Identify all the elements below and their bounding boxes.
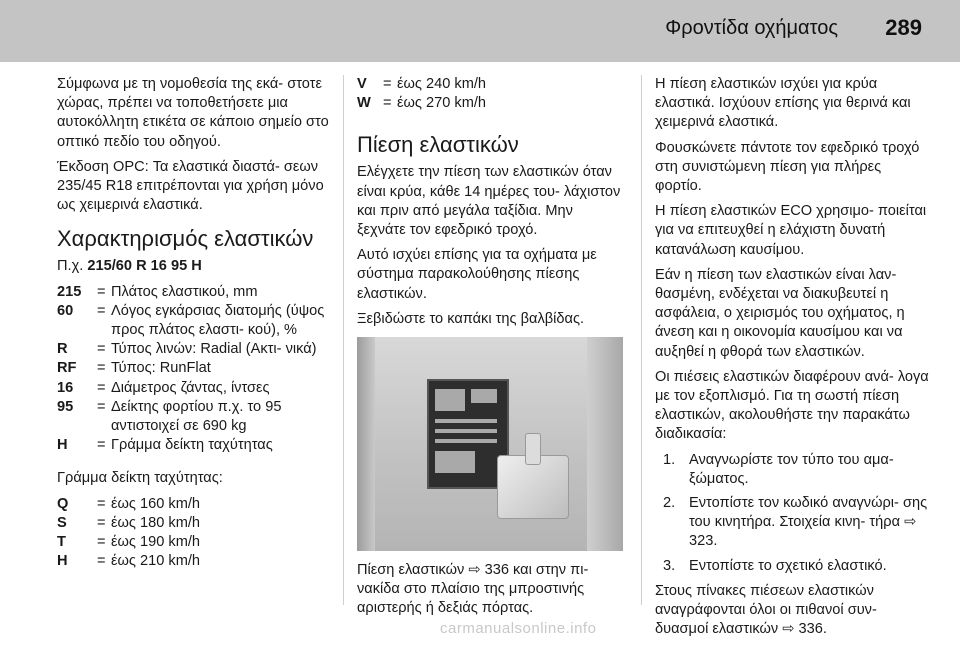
speed-equals: = xyxy=(97,553,106,570)
definition-key: R xyxy=(57,341,68,358)
example-label: Π.χ. xyxy=(57,258,84,275)
speed-row xyxy=(357,75,625,94)
speed-row xyxy=(357,94,625,113)
definition-row xyxy=(57,302,329,340)
definition-value: Τύπος λινών: Radial (Ακτι- νικά) xyxy=(111,341,317,358)
speed-value: έως 240 km/h xyxy=(397,76,487,92)
watermark: carmanualsonline.info xyxy=(440,620,597,637)
hinge-pin-shape xyxy=(525,433,541,465)
speed-row xyxy=(57,533,329,552)
tire-pressure-heading: Πίεση ελαστικών xyxy=(357,132,519,158)
intro-paragraph-1: Σύμφωνα με τη νομοθεσία της εκά- στοτε χώρας, πρέπει να τοποθετήσετε μια αυτοκόλλητη ετικέτα σε κάποιο σημείο στο οπτικό πεδίο του οδηγού. xyxy=(57,76,329,150)
speed-row xyxy=(57,514,329,533)
speed-index-list xyxy=(57,495,329,572)
column-left xyxy=(57,75,329,579)
speed-key: Q xyxy=(57,495,69,512)
page-number: 289 xyxy=(885,15,922,40)
speed-value: έως 190 km/h xyxy=(111,534,201,551)
column-right xyxy=(655,75,930,645)
definition-key: 215 xyxy=(57,283,82,300)
speed-key: H xyxy=(57,553,68,570)
step-text: Αναγνωρίστε τον τύπο του αμα- ξώματος. xyxy=(689,451,894,487)
definition-equals: = xyxy=(97,360,106,377)
speed-value: έως 210 km/h xyxy=(111,553,201,570)
definition-key: 16 xyxy=(57,379,74,396)
definition-equals: = xyxy=(97,283,106,300)
speed-key: W xyxy=(357,95,371,112)
right-paragraph-1: Η πίεση ελαστικών ισχύει για κρύα ελαστικά. Ισχύουν επίσης για θερινά και χειμερινά ελαστικά. xyxy=(655,76,911,131)
column-middle xyxy=(357,75,625,625)
step-text: Εντοπίστε το σχετικό ελαστικό. xyxy=(689,557,887,574)
speed-equals: = xyxy=(97,514,106,531)
definition-row xyxy=(57,436,329,455)
procedure-step xyxy=(655,451,930,489)
speed-row xyxy=(57,552,329,571)
definition-value: Δείκτης φορτίου π.χ. το 95 αντιστοιχεί σε 690 kg xyxy=(111,398,282,435)
door-edge-shape xyxy=(357,337,375,551)
page-header xyxy=(0,0,960,62)
column-divider xyxy=(641,75,642,605)
speed-equals: = xyxy=(97,495,106,512)
definition-equals: = xyxy=(97,398,106,415)
intro-paragraph-2: Έκδοση OPC: Τα ελαστικά διαστά- σεων 235/45 R18 επιτρέπονται για χρήση μόνο ως χειμερινά ελαστικά. xyxy=(57,158,324,214)
pressure-paragraph-2: Αυτό ισχύει επίσης για τα οχήματα με σύστημα παρακολούθησης πίεσης ελαστικών. xyxy=(357,247,597,302)
procedure-step xyxy=(655,557,930,576)
definition-key: RF xyxy=(57,360,77,377)
right-paragraph-2: Φουσκώνετε πάντοτε τον εφεδρικό τροχό στη συνιστώμενη πίεση για πλήρες φορτίο. xyxy=(655,139,920,195)
procedure-step xyxy=(655,494,930,552)
definition-row xyxy=(57,379,329,398)
right-paragraph-4: Εάν η πίεση των ελαστικών είναι λαν- θασμένη, ενδέχεται να διακυβευτεί η ασφάλεια, ο χειρισμός του οχήματος, η άνεση και η οικονομία καυσίμου και να αυξηθεί η φθορά των ελαστικών. xyxy=(655,266,905,360)
definition-value: Πλάτος ελαστικού, mm xyxy=(111,283,258,300)
speed-row xyxy=(57,495,329,514)
definition-key: 60 xyxy=(57,302,74,319)
door-seal-shape xyxy=(587,337,623,551)
step-text: Εντοπίστε τον κωδικό αναγνώρι- σης του κινητήρα. Στοιχεία κινη- τήρα ⇨ 323. xyxy=(689,495,928,550)
speed-value: έως 180 km/h xyxy=(111,514,201,531)
step-number: 3. xyxy=(663,557,676,574)
speed-equals: = xyxy=(97,534,106,551)
speed-value: έως 160 km/h xyxy=(111,495,201,512)
speed-key: T xyxy=(57,534,66,551)
definition-row xyxy=(57,340,329,359)
definition-value: Γράμμα δείκτη ταχύτητας xyxy=(111,437,273,454)
definition-key: 95 xyxy=(57,398,74,415)
right-paragraph-6: Στους πίνακες πιέσεων ελαστικών αναγράφονται όλοι οι πιθανοί συν- δυασμοί ελαστικών ⇨ 336. xyxy=(655,582,877,638)
step-number: 1. xyxy=(663,451,676,468)
definition-equals: = xyxy=(97,341,106,358)
pressure-paragraph-3: Ξεβιδώστε το καπάκι της βαλβίδας. xyxy=(357,310,585,327)
designation-definitions xyxy=(57,283,329,456)
speed-key: V xyxy=(357,76,367,92)
definition-equals: = xyxy=(97,379,106,396)
example-line xyxy=(57,257,329,276)
speed-index-list-continued xyxy=(357,75,625,113)
pressure-paragraph-1: Ελέγχετε την πίεση των ελαστικών όταν είναι κρύα, κάθε 14 ημέρες του- λάχιστον και πριν από μεγάλα ταξίδια. Μην ξεχνάτε τον εφεδρικό τροχό. xyxy=(357,164,621,239)
door-frame-label-photo xyxy=(357,337,623,551)
example-value: 215/60 R 16 95 H xyxy=(87,258,202,275)
speed-equals: = xyxy=(383,76,392,92)
definition-row xyxy=(57,398,329,436)
definition-equals: = xyxy=(97,302,106,319)
definition-key: H xyxy=(57,437,68,454)
definition-row xyxy=(57,359,329,378)
speed-key: S xyxy=(57,514,67,531)
definition-equals: = xyxy=(97,437,106,454)
definition-value: Τύπος: RunFlat xyxy=(111,360,211,377)
right-paragraph-3: Η πίεση ελαστικών ECO χρησιμο- ποιείται για να επιτευχθεί η ελάχιστη δυνατή κατανάλωση καυσίμου. xyxy=(655,203,927,258)
speed-value: έως 270 km/h xyxy=(397,95,487,112)
speed-equals: = xyxy=(383,95,392,112)
definition-value: Διάμετρος ζάντας, ίντσες xyxy=(111,379,270,396)
photo-caption: Πίεση ελαστικών ⇨ 336 και στην πι- νακίδα στο πλαίσιο της μπροστινής αριστερής ή δεξιάς πόρτας. xyxy=(357,562,589,617)
section-title: Φροντίδα οχήματος xyxy=(665,17,838,39)
tire-designation-heading: Χαρακτηρισμός ελαστικών xyxy=(57,226,314,252)
right-paragraph-5: Οι πιέσεις ελαστικών διαφέρουν ανά- λογα με τον εξοπλισμό. Για τη σωστή πίεση ελαστικών, ακολουθήστε την παρακάτω διαδικασία: xyxy=(655,368,929,443)
column-divider xyxy=(343,75,344,605)
speed-index-intro: Γράμμα δείκτη ταχύτητας: xyxy=(57,470,223,487)
procedure-steps xyxy=(655,451,930,576)
step-number: 2. xyxy=(663,495,676,512)
definition-row xyxy=(57,283,329,302)
definition-value: Λόγος εγκάρσιας διατομής (ύψος προς πλάτος ελαστι- κού), % xyxy=(111,302,325,339)
